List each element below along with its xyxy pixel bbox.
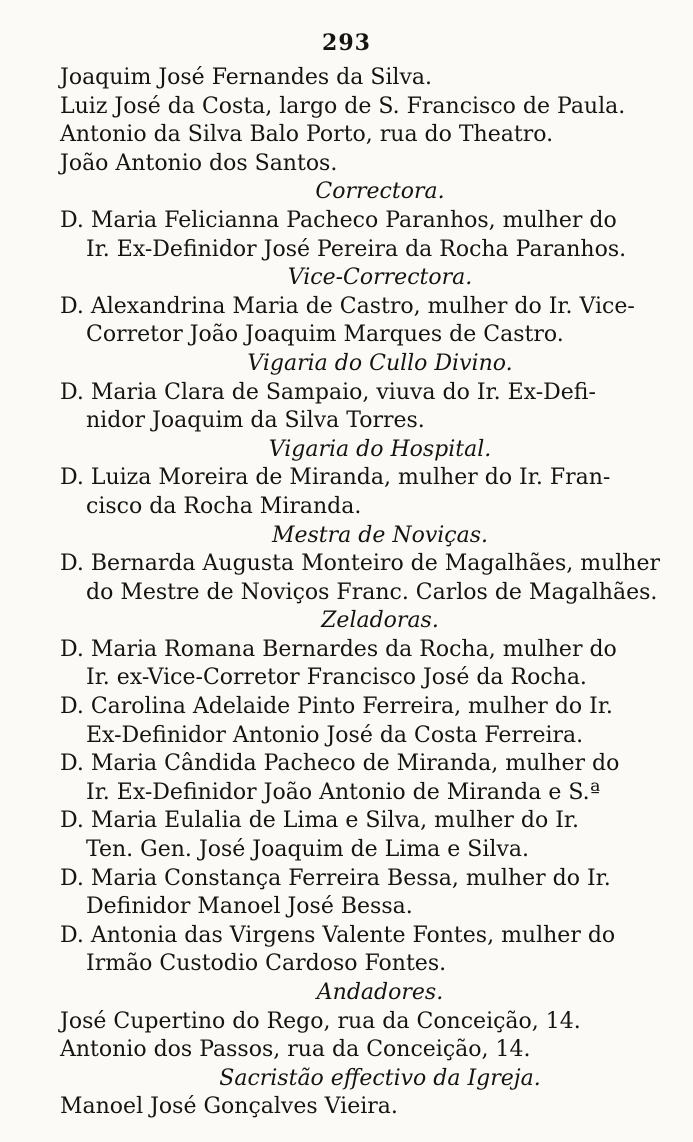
entry-line: D. Maria Romana Bernardes da Rocha, mulher do — [60, 636, 617, 662]
section-heading-sacristao: Sacristão effectivo da Igreja. — [219, 1065, 541, 1091]
entry-line: Ex-Definidor Antonio José da Costa Ferreira. — [86, 722, 584, 748]
list-item: Antonio dos Passos, rua da Conceição, 14. — [60, 1037, 531, 1063]
entry-line: Ir. Ex-Definidor João Antonio de Miranda e S.ª — [86, 779, 601, 805]
section-heading-vigaria-hospital: Vigaria do Hospital. — [268, 436, 492, 462]
page-body — [60, 64, 660, 1122]
entry-line: nidor Joaquim da Silva Torres. — [86, 408, 425, 434]
entry-line: D. Antonia das Virgens Valente Fontes, mulher do — [60, 922, 616, 948]
entry-line: Definidor Manoel José Bessa. — [86, 894, 413, 920]
entry-line: do Mestre de Noviços Franc. Carlos de Magalhães. — [86, 579, 658, 605]
entry-line: D. Maria Eulalia de Lima e Silva, mulher do Ir. — [60, 808, 579, 834]
entry-line: Ir. Ex-Definidor José Pereira da Rocha Paranhos. — [86, 236, 627, 262]
section-heading-mestra-novicas: Mestra de Noviças. — [271, 522, 489, 548]
list-item: José Cupertino do Rego, rua da Conceição, 14. — [60, 1008, 581, 1034]
section-heading-vice-correctora: Vice-Correctora. — [287, 265, 473, 291]
section-heading-zeladoras: Zeladoras. — [321, 608, 439, 634]
entry-line: D. Bernarda Augusta Monteiro de Magalhães, mulher — [60, 551, 661, 577]
list-item: Luiz José da Costa, largo de S. Francisco de Paula. — [60, 93, 626, 119]
entry-line: D. Maria Constança Ferreira Bessa, mulher do Ir. — [60, 865, 611, 891]
entry-line: Ir. ex-Vice-Corretor Francisco José da Rocha. — [86, 665, 587, 691]
entry-line: D. Luiza Moreira de Miranda, mulher do Ir. Fran- — [60, 465, 611, 491]
page-number: 293 — [322, 30, 371, 56]
entry-line: D. Carolina Adelaide Pinto Ferreira, mulher do Ir. — [60, 694, 613, 720]
list-item: Joaquim José Fernandes da Silva. — [60, 65, 433, 90]
section-heading-andadores: Andadores. — [316, 980, 444, 1005]
list-item: Antonio da Silva Balo Porto, rua do Theatro. — [60, 122, 554, 148]
entry-line: D. Maria Felicianna Pacheco Paranhos, mulher do — [60, 207, 617, 233]
entry-line: cisco da Rocha Miranda. — [86, 493, 362, 519]
entry-line: D. Maria Clara de Sampaio, viuva do Ir. Ex-Defi- — [60, 379, 596, 405]
list-item: João Antonio dos Santos. — [60, 150, 338, 176]
section-heading-correctora: Correctora. — [315, 179, 445, 205]
entry-line: Ten. Gen. José Joaquim de Lima e Silva. — [86, 837, 529, 863]
list-item: Manoel José Gonçalves Vieira. — [60, 1094, 398, 1120]
entry-line: D. Maria Cândida Pacheco de Miranda, mulher do — [60, 751, 620, 777]
entry-line: Irmão Custodio Cardoso Fontes. — [86, 951, 447, 977]
section-heading-vigaria-culto: Vigaria do Cullo Divino. — [247, 350, 513, 376]
entry-line: D. Alexandrina Maria de Castro, mulher do Ir. Vice- — [60, 293, 635, 319]
entry-line: Corretor João Joaquim Marques de Castro. — [86, 322, 564, 348]
